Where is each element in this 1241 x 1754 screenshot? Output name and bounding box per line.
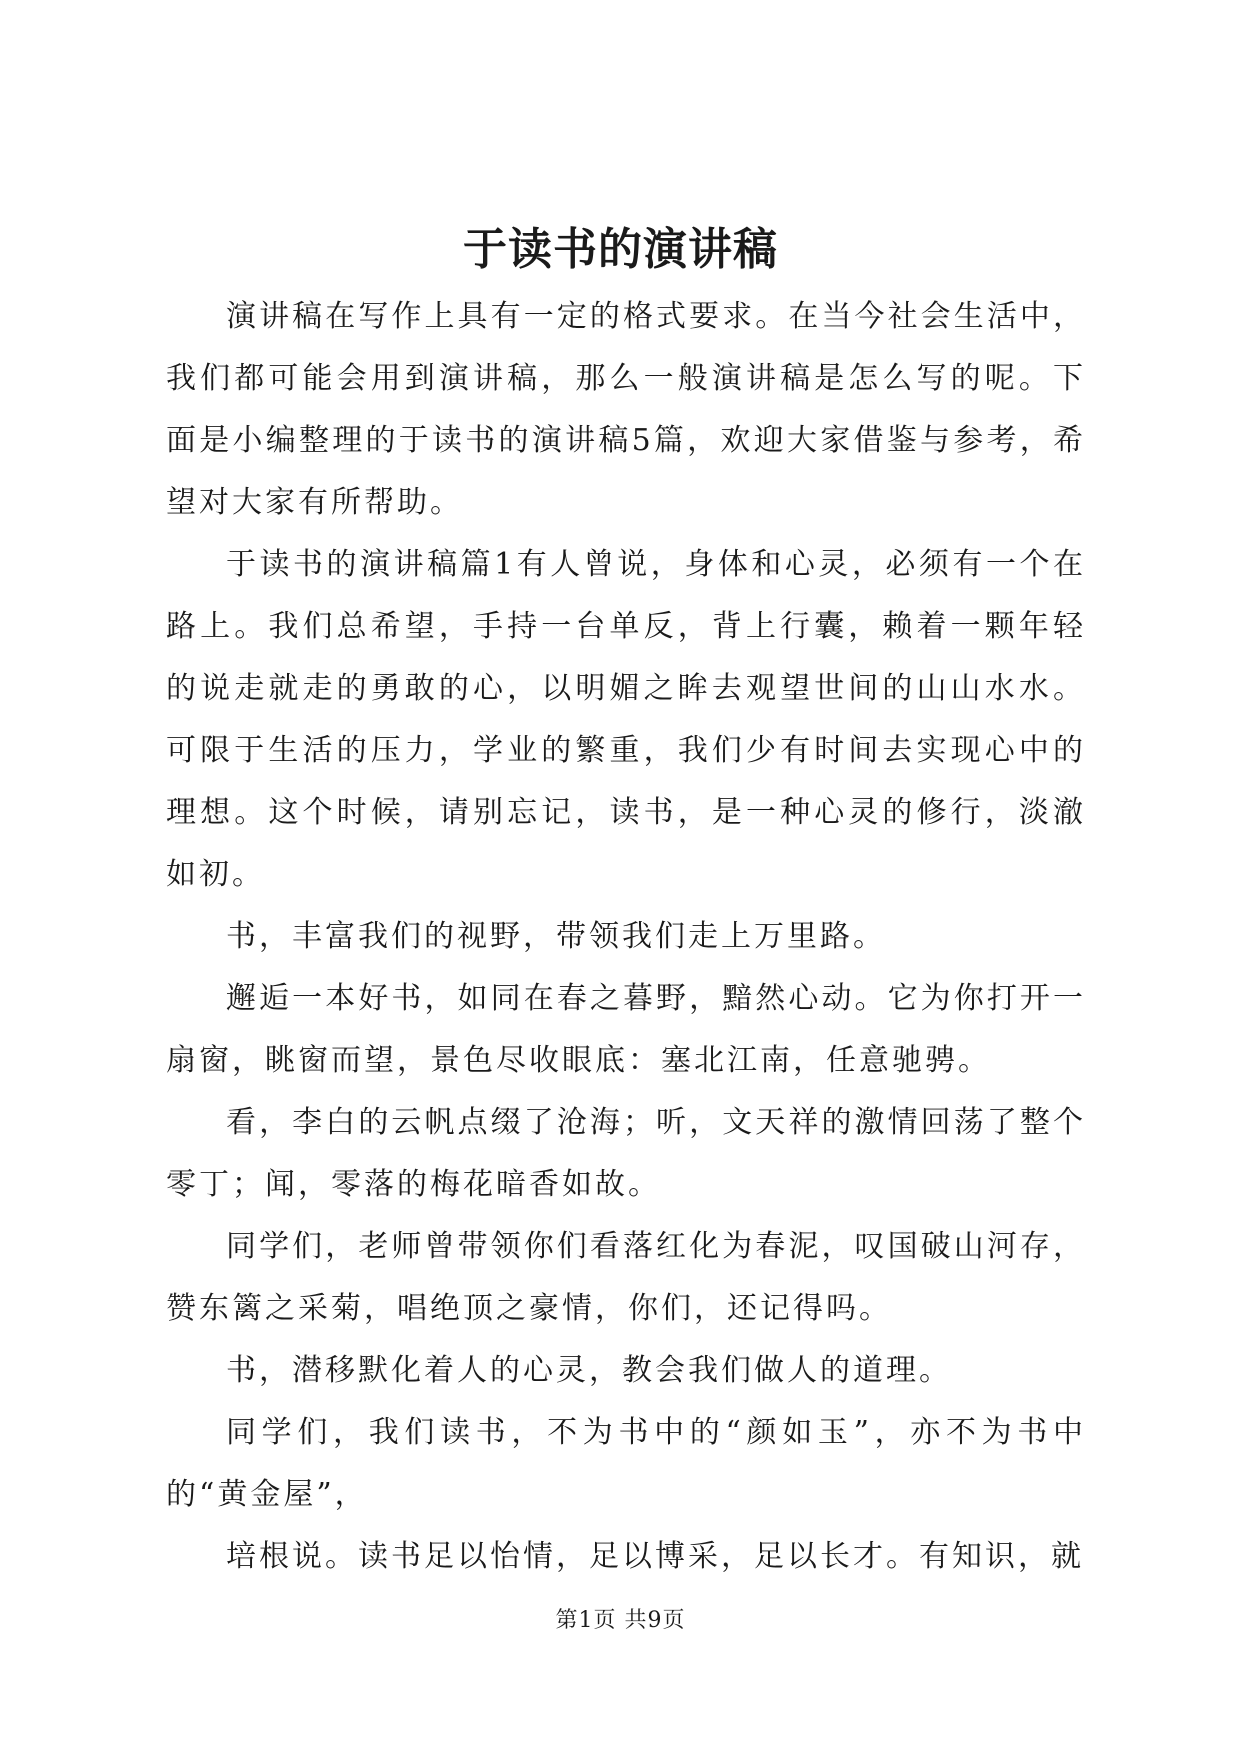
paragraph: 同学们，老师曾带领你们看落红化为春泥，叹国破山河存，赞东篱之采菊，唱绝顶之豪情，你们，还记得吗。 (166, 1229, 1086, 1326)
paragraph: 邂逅一本好书，如同在春之暮野，黯然心动。它为你打开一扇窗，眺窗而望，景色尽收眼底：塞北江南，任意驰骋。 (166, 981, 1086, 1078)
paragraph: 同学们，我们读书，不为书中的“颜如玉”，亦不为书中的“黄金屋”， (166, 1415, 1086, 1512)
paragraph: 书，丰富我们的视野，带领我们走上万里路。 (226, 919, 886, 954)
document-title: 于读书的演讲稿 (463, 224, 778, 275)
page-number-footer: 第1页 共9页 (555, 1608, 686, 1633)
paragraph: 看，李白的云帆点缀了沧海；听，文天祥的激情回荡了整个零丁；闻，零落的梅花暗香如故。 (166, 1105, 1086, 1202)
document-body (166, 286, 1086, 1588)
paragraph: 于读书的演讲稿篇1有人曾说，身体和心灵，必须有一个在路上。我们总希望，手持一台单反，背上行囊，赖着一颗年轻的说走就走的勇敢的心，以明媚之眸去观望世间的山山水水。可限于生活的压力，学业的繁重，我们少有时间去实现心中的理想。这个时候，请别忘记，读书，是一种心灵的修行，淡澈如初。 (166, 547, 1086, 892)
paragraph: 培根说。读书足以怡情，足以博采，足以长才。有知识，就 (226, 1539, 1084, 1574)
paragraph: 书，潜移默化着人的心灵，教会我们做人的道理。 (226, 1353, 952, 1388)
paragraph: 演讲稿在写作上具有一定的格式要求。在当今社会生活中，我们都可能会用到演讲稿，那么一般演讲稿是怎么写的呢。下面是小编整理的于读书的演讲稿5篇，欢迎大家借鉴与参考，希望对大家有所帮助。 (166, 299, 1086, 520)
